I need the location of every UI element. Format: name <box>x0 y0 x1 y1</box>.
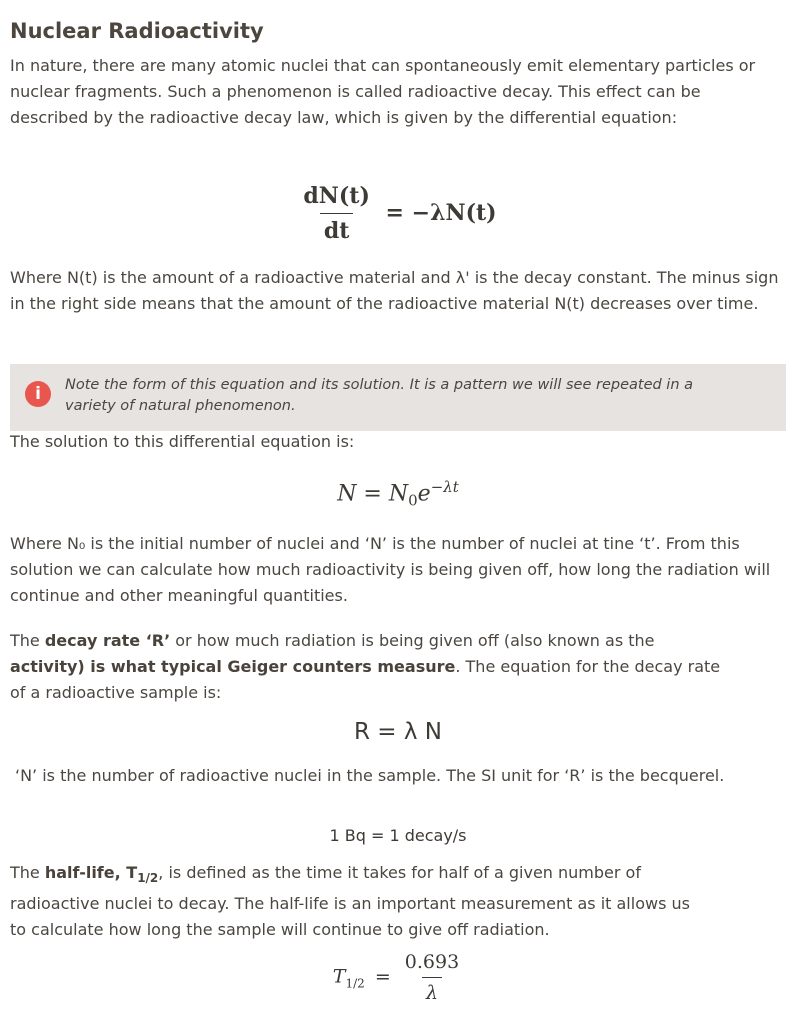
half-life-numerator: 0.693 <box>404 951 460 973</box>
half-life-fraction <box>401 951 463 1004</box>
page-title: Nuclear Radioactivity <box>10 19 264 43</box>
half-life-paragraph <box>10 860 710 943</box>
becquerel-definition: 1 Bq = 1 decay/s <box>329 826 467 845</box>
half-life-text-1: The <box>10 863 45 882</box>
half-life-term-subscript: 1/2 <box>137 871 159 886</box>
intro-paragraph: In nature, there are many atomic nuclei that can spontaneously emit elementary particles or nuclear fragments. Such a phenomenon is called radioactive decay. This effect can be described by the radioactive decay law, which is given by the differential equation: <box>10 56 756 127</box>
half-life-equals: = <box>374 965 391 988</box>
decay-rate-paragraph <box>10 628 730 706</box>
solution-exponent: −λt <box>430 478 459 496</box>
note-text: Note the form of this equation and its solution. It is a pattern we will see repeated in a variety of natural phenomenon. <box>65 377 694 414</box>
half-life-subscript: 1/2 <box>345 976 365 991</box>
solution-equation <box>10 478 786 510</box>
decay-rate-text-1: The <box>10 631 45 650</box>
decay-rate-text-2: or how much radiation is being given off (also known as the <box>170 631 655 650</box>
half-life-term <box>44 863 159 886</box>
decay-law-denominator: dt <box>320 213 354 244</box>
decay-rate-text-3: . The equation for the decay rate of a radioactive sample is: <box>10 657 721 702</box>
half-life-term-text: half-life, T <box>44 863 138 882</box>
info-icon: i <box>25 381 51 407</box>
n0-definition-paragraph: Where N₀ is the initial number of nuclei and ‘N’ is the number of nuclei at tine ‘t’. From this solution we can calculate how much radioactivity is being given off, how long the radiation will continue and other meaningful quantities. <box>10 534 771 605</box>
decay-rate-term: decay rate ‘R’ <box>44 631 171 650</box>
decay-law-equation <box>10 183 786 244</box>
solution-intro: The solution to this differential equation is: <box>10 432 355 451</box>
solution-subscript: 0 <box>408 491 418 510</box>
nt-definition-paragraph: Where N(t) is the amount of a radioactive material and λ' is the decay constant. The minus sign in the right side means that the amount of the radioactive material N(t) decreases over time. <box>10 268 779 313</box>
n-definition-paragraph: ‘N’ is the number of radioactive nuclei in the sample. The SI unit for ‘R’ is the becquerel. <box>15 766 725 785</box>
half-life-denominator: λ <box>422 977 442 1004</box>
half-life-lhs: T <box>332 965 346 988</box>
solution-lhs: N = N <box>337 481 409 507</box>
solution-base: e <box>417 481 431 507</box>
rate-equation: R = λ N <box>353 719 442 745</box>
decay-law-fraction <box>299 183 373 244</box>
decay-law-numerator: dN(t) <box>303 183 370 209</box>
half-life-text-2: , is defined as the time it takes for half of a given number of radioactive nuclei to decay. The half-life is an important measurement as it allows us to calculate how long the sample will continue to give off radiation. <box>10 863 690 940</box>
decay-law-rhs: = −λN(t) <box>385 199 497 226</box>
activity-term: activity) is what typical Geiger counters measure <box>10 657 456 676</box>
note-callout <box>10 364 786 431</box>
half-life-equation <box>10 951 786 1004</box>
